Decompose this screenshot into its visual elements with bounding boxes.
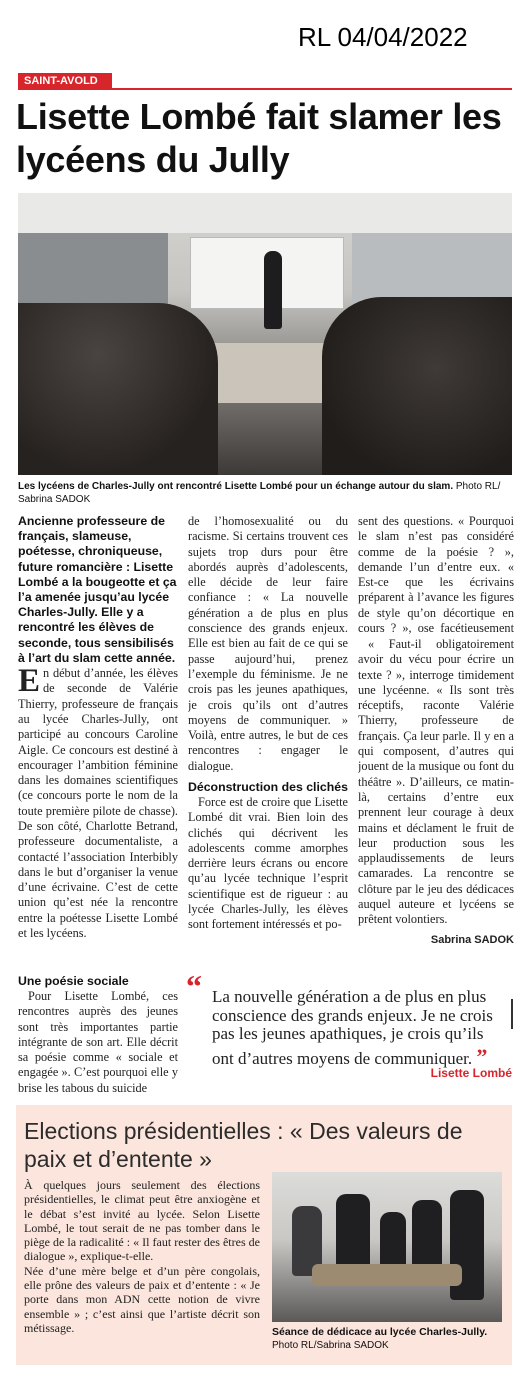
box-title: Elections présidentielles : « Des valeurs de paix et d’entente » (24, 1118, 463, 1172)
quote-body: La nouvelle génération a de plus en plus conscience des grands enjeux. Je ne crois pas les jeunes apathiques, je crois qu’ils ont d’autres moyens de communiquer. (212, 987, 493, 1068)
box-caption-text: Séance de dédicace au lycée Charles-Jully. (272, 1326, 488, 1338)
main-photo-caption (18, 480, 512, 506)
section-rule (18, 88, 512, 90)
source-date: RL 04/04/2022 (298, 22, 468, 52)
photo-credit: Photo RL/ Sabrina SADOK (18, 481, 501, 505)
quote-text (212, 988, 508, 1070)
section2-paragraph-b: « Faut-il obligatoirement avoir du vécu pour écrire un texte ? », interroge timidement une lycéenne. « Ils sont très réceptifs, raconte Valérie Thierry, professeure de français. Ça leur parle. Il y en a qui composent, d’autres qui jouent de la musique ou font du théâtre ». D’ailleurs, ce matin-là, certains d’entre eux prennent leur courage à deux mains et déclament le fruit de leur production sous les applaudissements de leurs camarades. La rencontre se clôture par le jeu des dédicaces auquel auteure et lycéens se prêtent volontiers. (358, 637, 514, 927)
section2-paragraph: Force est de croire que Lisette Lombé dit vrai. Bien loin des clichés qui décrivent les adolescents comme amorphes derrière leurs écrans ou encore qu’au lycée technique l’esprit scientifique est de rigueur : au lycée Charles-Jully, les élèves sont fortement intéressés et po- (188, 795, 348, 932)
box-photo-caption (272, 1326, 508, 1352)
intro-paragraph (18, 663, 178, 941)
column-3 (358, 514, 514, 929)
main-photo (18, 193, 512, 475)
box-text (24, 1178, 260, 1335)
subhead-deconstruction: Déconstruction des clichés (188, 780, 348, 794)
column-2 (188, 514, 348, 963)
box-paragraph-2: Née d’une mère belge et d’un père congolais, elle prône des valeurs de paix et d’entente : « Je porte dans mon ADN cette notion de vivre ensemble » ; c’est ainsi que l’artiste décrit son métissage. (24, 1263, 260, 1335)
quote-attribution: Lisette Lombé (430, 1066, 512, 1080)
intro-text: n début d’année, les élèves de seconde de Valérie Thierry, professeure de français au lycée Charles-Jully, ont participé au concours Caroline Aigle. Ce concours est destiné à encourager l’ambition féminine dans les domaines scientifiques (ce concours porte le nom de la toute première pilote de chasse). De son côté, Charlotte Betrand, professeure documentaliste, a contacté l’association Interbibly dans le but d’organiser la venue d’une écrivaine. C’est de cette union qu’est née la rencontre entre la poétesse Lisette Lombé et les lycéens. (18, 666, 178, 941)
box-paragraph-1: À quelques jours seulement des élections présidentielles, le climat peut être anxiogène et le débat s’est invité au lycée. Selon Lisette Lombé, le tout serait de ne pas tomber dans le piège de la radicalité : « Il faut rester des êtres de dialogue », explique-t-elle. (24, 1178, 260, 1264)
headline: Lisette Lombé fait slamer les lycéens du Jully (16, 96, 502, 180)
quote-open-mark: “ (186, 968, 202, 1004)
column-1 (18, 514, 178, 941)
chapo: Ancienne professeure de français, slameuse, poétesse, chroniqueuse, future romancière : Lisette Lombé a la bougeotte et ça l’a amenée jusqu’au lycée Charles-Jully. Elle y a rencontré les élèves de seconde, tous sensibilisés à l’art du slam cette année. (18, 514, 177, 665)
section1-paragraph: Pour Lisette Lombé, ces rencontres auprès des jeunes sont très importantes partie intégrante de son art. Elle décrit sa poésie comme « sociale et engagée ». C’est pourquoi elle y brise les tabous du suicide (18, 989, 178, 1095)
caption-text: Les lycéens de Charles-Jully ont rencontré Lisette Lombé pour un échange autour du slam. (18, 481, 454, 492)
column-1-bottom (18, 974, 178, 1101)
box-photo-credit: Photo RL/Sabrina SADOK (272, 1340, 389, 1351)
dropcap: E (18, 663, 41, 700)
quote-close-mark: ” (476, 1043, 488, 1069)
section1-continued: de l’homosexualité ou du racisme. Si certains trouvent ces sujets trop durs pour être abordés auprès d’adolescents, elle décide de leur faire confiance : « La nouvelle génération a de plus en plus conscience des grands enjeux. Elle est bien au fait de ce qui se passe aujourd’hui, prenez l’exemple du féminisme. Je ne crois pas les jeunes apathiques, je crois qu’ils ont d’autres moyens de communiquer. » Voilà, entre autres, le but de ces rencontres : engager le dialogue. (188, 514, 348, 772)
section-tag: SAINT-AVOLD (18, 73, 112, 89)
box-photo (272, 1172, 502, 1322)
pull-quote (186, 968, 514, 1092)
author-signature: Sabrina SADOK (430, 934, 514, 946)
section2-continued: sent des questions. « Pourquoi le slam n’est pas considéré comme de la poésie ? », demande l’un d’entre eux. « Est-ce que les écrivains préparent à l’avance les figures de style qu’on décortique en cours ? », ose facétieusement (358, 514, 514, 636)
subhead-poesie-sociale: Une poésie sociale (18, 974, 129, 988)
